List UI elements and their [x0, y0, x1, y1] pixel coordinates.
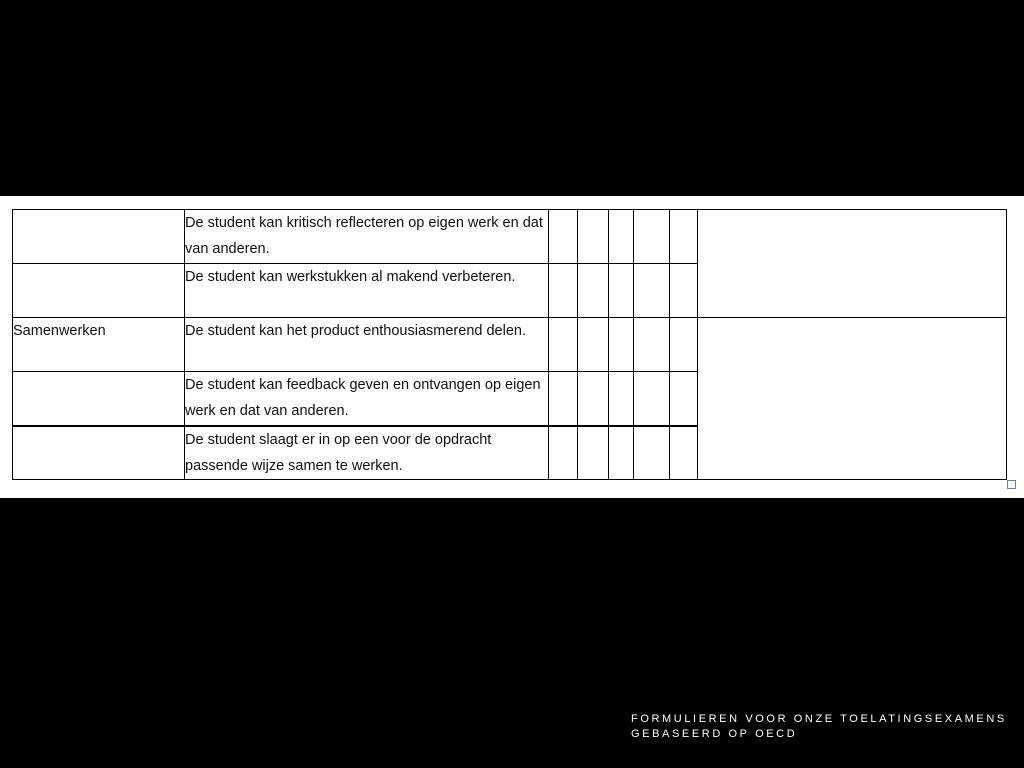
footer-line: GEBASEERD OP OECD — [631, 728, 798, 740]
category-cell — [13, 264, 185, 318]
score-cell[interactable] — [634, 426, 670, 480]
comment-cell[interactable] — [698, 318, 1007, 480]
criterion-description: De student kan kritisch reflecteren op eigen werk en dat van anderen. — [185, 210, 549, 264]
table-resize-handle[interactable] — [1007, 480, 1016, 489]
score-cell[interactable] — [609, 264, 634, 318]
slide-footer — [631, 712, 1007, 742]
score-cell[interactable] — [634, 372, 670, 426]
score-cell[interactable] — [609, 210, 634, 264]
category-cell: Samenwerken — [13, 318, 185, 372]
document-page — [0, 196, 1024, 498]
score-cell[interactable] — [634, 210, 670, 264]
score-cell[interactable] — [670, 372, 698, 426]
comment-cell[interactable] — [698, 210, 1007, 318]
score-cell[interactable] — [670, 264, 698, 318]
score-cell[interactable] — [670, 210, 698, 264]
score-cell[interactable] — [609, 318, 634, 372]
score-cell[interactable] — [634, 318, 670, 372]
score-cell[interactable] — [578, 426, 609, 480]
criterion-description: De student kan feedback geven en ontvangen op eigen werk en dat van anderen. — [185, 372, 549, 426]
score-cell[interactable] — [549, 210, 578, 264]
score-cell[interactable] — [670, 426, 698, 480]
score-cell[interactable] — [578, 264, 609, 318]
score-cell[interactable] — [578, 372, 609, 426]
score-cell[interactable] — [549, 426, 578, 480]
criterion-description: De student kan werkstukken al makend verbeteren. — [185, 264, 549, 318]
score-cell[interactable] — [578, 318, 609, 372]
score-cell[interactable] — [578, 210, 609, 264]
score-cell[interactable] — [549, 372, 578, 426]
score-cell[interactable] — [670, 318, 698, 372]
category-cell — [13, 372, 185, 426]
score-cell[interactable] — [609, 426, 634, 480]
score-cell[interactable] — [634, 264, 670, 318]
footer-line: FORMULIEREN VOOR ONZE TOELATINGSEXAMENS — [631, 713, 1007, 725]
table-row — [13, 318, 1007, 372]
category-cell — [13, 210, 185, 264]
criterion-description: De student kan het product enthousiasmerend delen. — [185, 318, 549, 372]
table-row — [13, 210, 1007, 264]
score-cell[interactable] — [549, 264, 578, 318]
criterion-description: De student slaagt er in op een voor de opdracht passende wijze samen te werken. — [185, 426, 549, 480]
assessment-rubric-table — [12, 209, 1007, 480]
score-cell[interactable] — [549, 318, 578, 372]
score-cell[interactable] — [609, 372, 634, 426]
category-cell — [13, 426, 185, 480]
